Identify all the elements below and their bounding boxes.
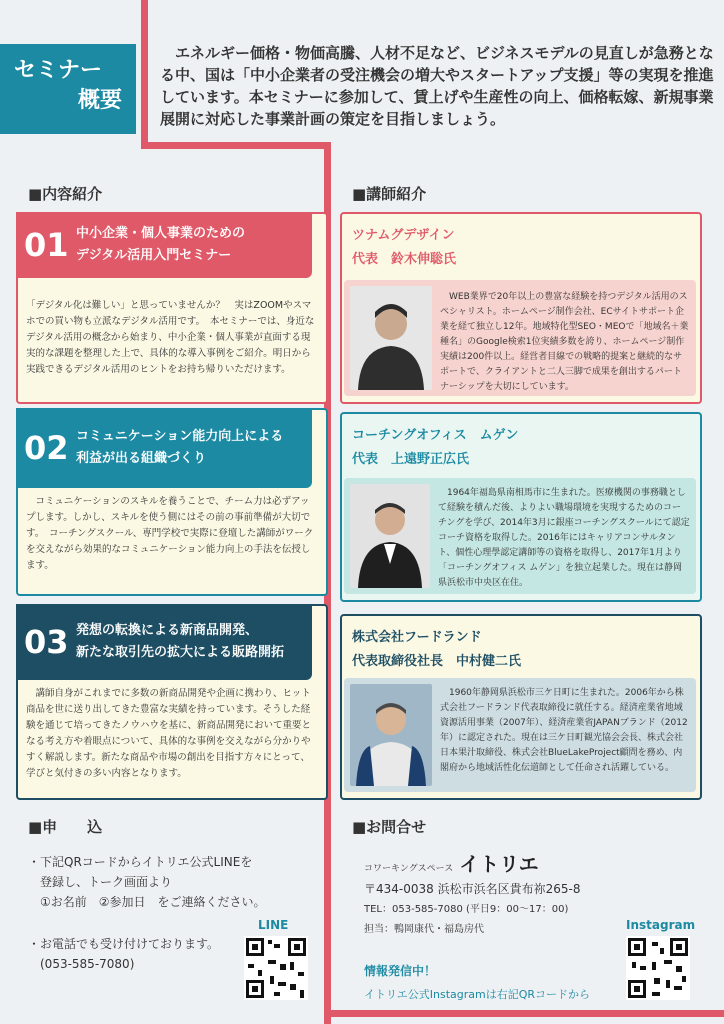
line-qr-code[interactable]	[244, 936, 308, 1000]
lecturer-company: ツナムグデザイン	[352, 228, 455, 243]
lecturer-name: 代表取締役社長 中村健二氏	[352, 654, 522, 669]
program-body-01: 「デジタル化は難しい」と思っていませんか？ 実はZOOMやスマホでの買い物も立派なデジタル活用です。 本セミナーでは、身近なデジタル活用の概念から始まり、中小企業・個人事業が直面する現実的な課題を整理した上で、具体的な導入事例をご紹介。明日から実践できるデジタル活用のヒントをお持ち帰りいただけます。	[26, 300, 315, 375]
lecturer-photo	[350, 684, 432, 786]
lecturer-name: 代表 鈴木伸聡氏	[352, 252, 457, 267]
tag-line1: セミナー	[14, 58, 103, 83]
apply-line: ①お名前 ②参加日 をご連絡ください。	[28, 895, 266, 909]
instagram-label: Instagram	[626, 918, 696, 932]
info-body: イトリエ公式Instagramは右記QRコードから	[364, 988, 591, 1001]
apply-phone	[28, 934, 219, 974]
intro-text: エネルギー価格・物価高騰、人材不足など、ビジネスモデルの見直しが急務となる中、国は「中小企業者の受注機会の増大やスタートアップ支援」等の実現を推進しています。本セミナーに参加して、賃上げや生産性の向上、価格転嫁、新規事業展開に対応した事業計画の策定を目指しましょう。	[160, 44, 714, 128]
lecturer-bio: 1964年福島県南相馬市に生まれた。医療機関の事務職として経験を積んだ後、よりよい職場環境を実現するためのコーチングを学び、2014年3月に銀座コーチングスクールにて認定コーチ資格を取得した。2016年にはキャリアコンサルタント、個性心理學認定講師等の資格を取得し、2017年1月より「コーチングオフィス ムゲン」を独立起業した。現在は静岡県浜松市中央区在住。	[438, 488, 690, 588]
decorative-line	[141, 0, 148, 148]
apply-phone-line: ・お電話でも受け付けております。	[28, 937, 220, 951]
contact-heading: ■お問合せ	[352, 818, 427, 836]
program-tab-02	[16, 408, 312, 488]
contact-address: 〒434-0038 浜松市浜名区貴布祢265-8	[364, 882, 581, 896]
tag-line2: 概要	[77, 88, 122, 113]
lecturer-company: コーチングオフィス ムゲン	[352, 428, 519, 443]
program-tab-01	[16, 212, 312, 278]
program-number: 02	[24, 429, 69, 467]
apply-heading: ■申 込	[28, 818, 103, 836]
apply-instructions	[28, 852, 266, 912]
decorative-line	[324, 1010, 724, 1017]
lecturer-bio: WEB業界で20年以上の豊富な経験を持つデジタル活用のスペシャリスト。ホームページ制作会社、ECサイトサポート企業を経て独立し12年。地域特化型SEO・MEOで「地域名＋業種名」のGoogle検索1位実績多数を誇り、ホームページ制作実績は200件以上。経営者目線での戦略的提案と継続的なサポートで、クライアントと二人三脚で成果を創出するパートナーシップを大切にしています。	[440, 292, 689, 392]
lecturer-heading: ■講師紹介	[352, 185, 427, 203]
seminar-overview-tag	[0, 44, 136, 134]
program-title-line2: デジタル活用入門セミナー	[76, 248, 232, 263]
program-body-02: コミュニケーションのスキルを養うことで、チーム力は必ずアップします。しかし、スキルを使う側にはその前の事前準備が大切です。 コーチングスクール、専門学校で実際に登壇した講師がワークを交えながら効果的なコミュニケーション能力向上の手法を伝授します。	[26, 496, 314, 571]
space-label: コワーキングスペース	[364, 864, 454, 874]
program-title-line1: 発想の転換による新商品開発、	[76, 623, 259, 638]
contact-tel: TEL：053-585-7080 (平日9：00～17：00)	[364, 904, 569, 915]
lecturer-bio: 1960年静岡県浜松市三ケ日町に生まれた。2006年から株式会社フードランド代表取締役に就任する。経済産業省地域資源活用事業（2007年）、経済産業省JAPANブランド（2012年）に認定された。現在は三ケ日町観光協会会長、株式会社日本果汁取締役、株式会社BlueLakeProject顧問を務め、内閣府から地域活性化伝道師として任命され活躍している。	[440, 688, 688, 773]
lecturer-photo	[350, 286, 432, 390]
line-label: LINE	[258, 918, 289, 932]
program-number: 03	[24, 623, 69, 661]
program-title-line1: コミュニケーション能力向上による	[76, 429, 284, 444]
program-title-line1: 中小企業・個人事業のための	[76, 226, 246, 241]
program-tab-03	[16, 604, 312, 680]
program-body-03: 講師自身がこれまでに多数の新商品開発や企画に携わり、ヒット商品を世に送り出してきた豊富な実績を持っています。そうした経験を通じて培ってきたノウハウを基に、新商品開発において重要となる考え方や着眼点について、具体的な事例を交えながら分かりやすく解説します。新たな商品や市場の創出を目指す方々にとって、学びと気付きの多い内容となります。	[26, 688, 312, 779]
content-heading: ■内容紹介	[28, 185, 103, 203]
lecturer-company: 株式会社フードランド	[352, 630, 482, 645]
info-title: 情報発信中！	[364, 964, 437, 978]
instagram-qr-code[interactable]	[626, 936, 690, 1000]
contact-staff: 担当：鴨岡康代・福島房代	[364, 924, 484, 935]
apply-line: ・下記QRコードからイトリエ公式LINEを	[28, 855, 253, 869]
lecturer-photo	[350, 484, 430, 588]
space-name: イトリエ	[459, 852, 539, 876]
apply-line: 登録し、トーク画面より	[28, 875, 173, 889]
apply-phone-line: (053-585-7080)	[28, 957, 135, 971]
program-title-line2: 新たな取引先の拡大による販路開拓	[76, 645, 285, 660]
program-number: 01	[24, 226, 69, 264]
lecturer-name: 代表 上遠野正広氏	[352, 452, 470, 467]
space-name-row	[364, 848, 539, 877]
decorative-line	[141, 142, 331, 149]
program-title-line2: 利益が出る組織づくり	[76, 451, 207, 466]
